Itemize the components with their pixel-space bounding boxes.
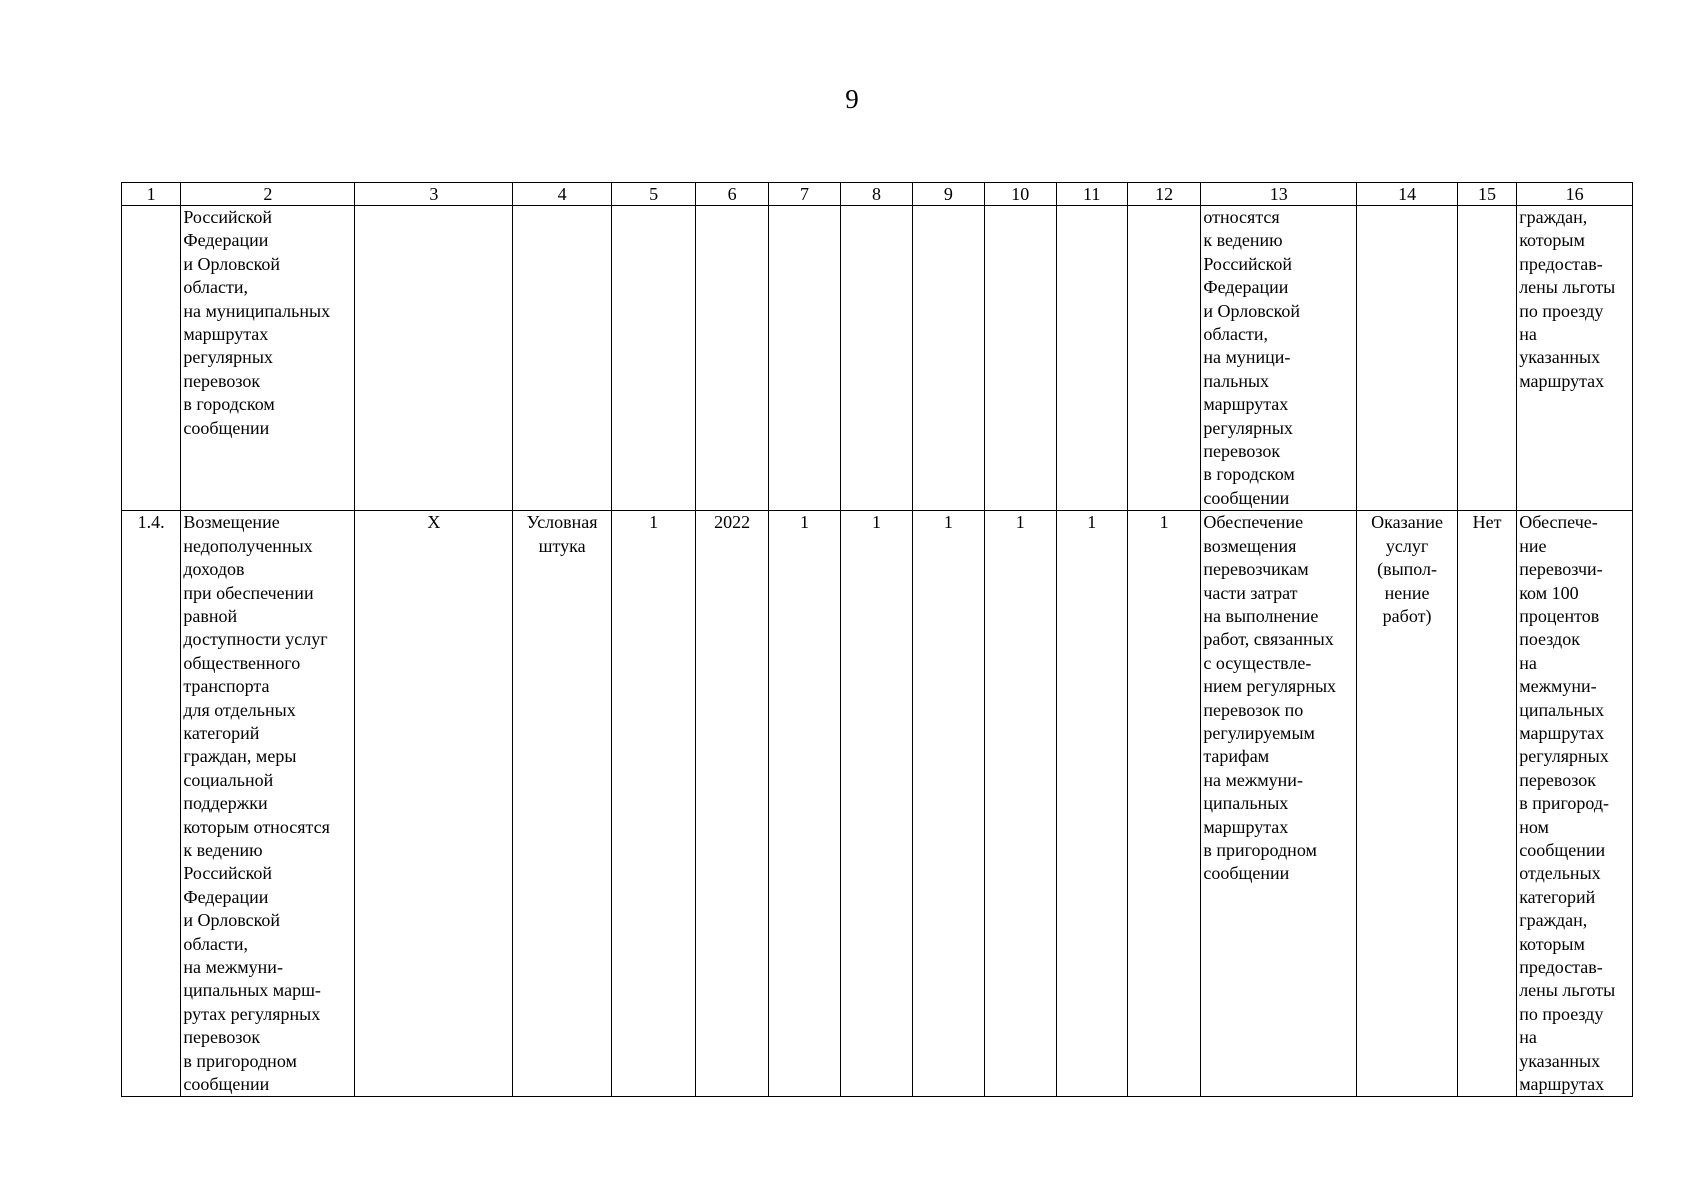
table-cell: Х bbox=[355, 511, 513, 1097]
table-cell bbox=[912, 206, 984, 511]
column-header-2: 2 bbox=[181, 183, 355, 206]
table-cell: относятся к ведению Российской Федерации и Орловской области, на муници- пальных маршрутах регулярных перевозок в городском сообщении bbox=[1201, 206, 1357, 511]
table-cell: Российской Федерации и Орловской области, на муниципальных маршрутах регулярных перевозок в городском сообщении bbox=[181, 206, 355, 511]
table-cell bbox=[513, 206, 612, 511]
table-cell: 1 bbox=[985, 511, 1056, 1097]
table-cell: 1 bbox=[768, 511, 840, 1097]
table-cell: 1.4. bbox=[122, 511, 181, 1097]
table-cell bbox=[696, 206, 768, 511]
table-cell: Нет bbox=[1457, 511, 1516, 1097]
column-header-14: 14 bbox=[1357, 183, 1458, 206]
table-row bbox=[122, 206, 1633, 511]
column-header-7: 7 bbox=[768, 183, 840, 206]
column-header-3: 3 bbox=[355, 183, 513, 206]
table-cell bbox=[1127, 206, 1200, 511]
table-cell bbox=[1357, 206, 1458, 511]
data-table bbox=[121, 182, 1633, 1097]
table-cell: 1 bbox=[841, 511, 912, 1097]
table-cell: 1 bbox=[611, 511, 696, 1097]
column-header-10: 10 bbox=[985, 183, 1056, 206]
table-cell: Оказание услуг (выпол- нение работ) bbox=[1357, 511, 1458, 1097]
page-number: 9 bbox=[845, 84, 859, 114]
column-header-9: 9 bbox=[912, 183, 984, 206]
table-cell bbox=[768, 206, 840, 511]
table-cell bbox=[355, 206, 513, 511]
column-header-8: 8 bbox=[841, 183, 912, 206]
table-row bbox=[122, 511, 1633, 1097]
table-cell bbox=[611, 206, 696, 511]
table-cell: Условная штука bbox=[513, 511, 612, 1097]
table-cell: 2022 bbox=[696, 511, 768, 1097]
table-cell: 1 bbox=[1056, 511, 1127, 1097]
column-header-16: 16 bbox=[1517, 183, 1633, 206]
table-cell: Возмещение недополученных доходов при обеспечении равной доступности услуг общественного транспорта для отдельных категорий граждан, меры социальной поддержки которым относятся к ведению Российской Федерации и Орловской области, на межмуни- ципальных марш- рутах регулярных перевозок в пригородном сообщении bbox=[181, 511, 355, 1097]
column-header-13: 13 bbox=[1201, 183, 1357, 206]
column-header-15: 15 bbox=[1457, 183, 1516, 206]
table-cell: Обеспече- ние перевозчи- ком 100 процентов поездок на межмуни- ципальных маршрутах регулярных перевозок в пригород- ном сообщении отдельных категорий граждан, которым предостав- лены льготы по проезду на указанных маршрутах bbox=[1517, 511, 1633, 1097]
table-cell bbox=[122, 206, 181, 511]
column-header-5: 5 bbox=[611, 183, 696, 206]
table-cell: 1 bbox=[1127, 511, 1200, 1097]
column-header-1: 1 bbox=[122, 183, 181, 206]
table-cell bbox=[1457, 206, 1516, 511]
table-cell: Обеспечение возмещения перевозчикам части затрат на выполнение работ, связанных с осуществле- нием регулярных перевозок по регулируемым тарифам на межмуни- ципальных маршрутах в пригородном сообщении bbox=[1201, 511, 1357, 1097]
table-cell bbox=[1056, 206, 1127, 511]
column-header-11: 11 bbox=[1056, 183, 1127, 206]
column-header-4: 4 bbox=[513, 183, 612, 206]
column-header-12: 12 bbox=[1127, 183, 1200, 206]
table-cell: граждан, которым предостав- лены льготы по проезду на указанных маршрутах bbox=[1517, 206, 1633, 511]
header-row bbox=[122, 183, 1633, 206]
table-cell: 1 bbox=[912, 511, 984, 1097]
table-cell bbox=[985, 206, 1056, 511]
column-header-6: 6 bbox=[696, 183, 768, 206]
table-cell bbox=[841, 206, 912, 511]
